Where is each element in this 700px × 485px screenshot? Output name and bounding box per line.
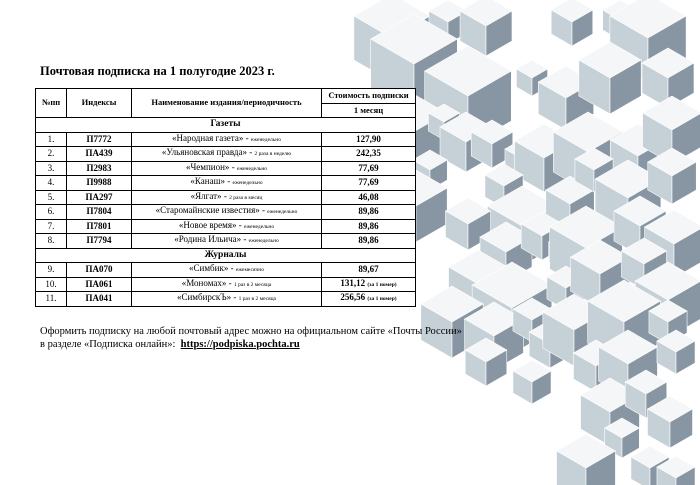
subscription-table [35,88,416,307]
publication-name: «Симбик» [189,263,229,274]
row-title: «Чемпион» - еженедельно [132,161,322,176]
row-price: 89,86 [358,220,379,231]
header-number: №пп [36,89,67,118]
row-price: 256,56 [340,292,366,303]
row-title: «Канаш» - еженедельно [132,176,322,191]
section-label: Газеты [36,118,416,133]
row-title: «Мономах» - 1 раз в 2 месяца [132,277,322,292]
row-price: 127,90 [356,133,381,144]
row-price: 89,86 [358,235,379,246]
row-title: «Ульяновская правда» - 2 раза в неделю [132,147,322,162]
row-title: «Родина Ильича» - еженедельно [132,234,322,249]
row-price-note: (за 1 номер) [367,281,397,288]
publication-name: «СимбирскЪ» [176,292,232,303]
row-number: 11. [36,292,67,307]
footer-note [40,325,462,351]
row-index: ПА070 [67,263,132,278]
footer-line-1: Оформить подписку на любой почтовый адрес можно на официальном сайте «Почты России» [40,326,462,337]
header-name: Наименование издания/периодичность [132,89,322,118]
row-number: 1. [36,132,67,147]
publication-frequency: 2 раза в неделю [254,151,292,158]
row-price-cell [322,147,416,162]
row-index: П7772 [67,132,132,147]
row-index: ПА297 [67,190,132,205]
row-price: 89,67 [358,264,379,275]
row-price-cell [322,292,416,307]
row-title: «Новое время» - еженедельно [132,219,322,234]
row-index: П7801 [67,219,132,234]
row-price-cell [322,263,416,278]
table-header-row [36,89,416,104]
publication-frequency: 1 раз в 2 месяца [233,281,272,288]
header-cost: Стоимость подписки [322,89,416,104]
header-index: Индексы [67,89,132,118]
table-row [36,292,416,307]
publication-frequency: еженедельно [267,209,298,216]
publication-frequency: еженедельно [232,180,263,187]
footer-line-2 [40,338,462,351]
row-price-cell [322,219,416,234]
table-row [36,205,416,220]
row-number: 6. [36,205,67,220]
table-row [36,190,416,205]
publication-frequency: еженедельно [244,223,275,230]
publication-name: «Родина Ильича» [174,234,242,245]
row-index: ПА061 [67,277,132,292]
row-number: 9. [36,263,67,278]
table-row [36,147,416,162]
row-index: П7804 [67,205,132,220]
row-title: «Народная газета» - еженедельно [132,132,322,147]
row-price-cell [322,161,416,176]
subscription-link[interactable]: https://podpiska.pochta.ru [180,339,300,350]
row-index: ПА439 [67,147,132,162]
row-number: 8. [36,234,67,249]
row-title: «СимбирскЪ» - 1 раз в 2 месяца [132,292,322,307]
table-row [36,219,416,234]
section-row [36,118,416,133]
row-number: 3. [36,161,67,176]
publication-name: «Новое время» [178,219,237,230]
row-price-cell [322,277,416,292]
section-row [36,248,416,263]
section-label: Журналы [36,248,416,263]
row-title: «Ялгат» - 2 раза в месяц [132,190,322,205]
publication-name: «Канаш» [190,176,225,187]
row-price-cell [322,190,416,205]
row-price: 131,12 [340,277,366,288]
publication-frequency: 1 раз в 2 месяца [238,296,276,303]
cube-shape [513,360,551,404]
row-price-cell [322,205,416,220]
row-index: П2983 [67,161,132,176]
publication-frequency: еженедельно [248,238,279,245]
row-number: 10. [36,277,67,292]
publication-frequency: еженедельно [236,165,268,172]
page-title: Почтовая подписка на 1 полугодие 2023 г. [40,64,275,78]
row-number: 4. [36,176,67,191]
row-number: 2. [36,147,67,162]
row-price-cell [322,176,416,191]
row-price: 242,35 [356,148,381,159]
row-title: «Симбик» - ежемесячно [132,263,322,278]
publication-name: «Старомайнские известия» [155,205,260,216]
row-number: 7. [36,219,67,234]
row-index: ПА041 [67,292,132,307]
table-row [36,161,416,176]
row-price: 46,08 [358,191,379,202]
row-index: П9988 [67,176,132,191]
row-title: «Старомайнские известия» - еженедельно [132,205,322,220]
publication-name: «Ульяновская правда» [161,147,247,158]
table-row [36,176,416,191]
row-price-cell [322,132,416,147]
row-price: 77,69 [358,177,379,188]
publication-name: «Мономах» [181,277,227,288]
table-row [36,234,416,249]
table-row [36,132,416,147]
publication-name: «Ялгат» [190,190,222,201]
table-row [36,263,416,278]
row-number: 5. [36,190,67,205]
cube-shape [551,0,593,46]
row-price: 89,86 [358,206,379,217]
row-price: 77,69 [358,162,379,173]
footer-line-2-text: в разделе «Подписка онлайн»: [40,339,176,350]
row-price-cell [322,234,416,249]
publication-name: «Чемпион» [185,161,230,172]
publication-frequency: 2 раза в месяц [229,194,263,201]
publication-name: «Народная газета» [172,132,244,143]
table-row [36,277,416,292]
publication-frequency: ежемесячно [235,267,264,274]
row-price-note: (за 1 номер) [367,296,397,303]
header-period: 1 месяц [322,103,416,118]
row-index: П7794 [67,234,132,249]
publication-frequency: еженедельно [250,136,281,143]
